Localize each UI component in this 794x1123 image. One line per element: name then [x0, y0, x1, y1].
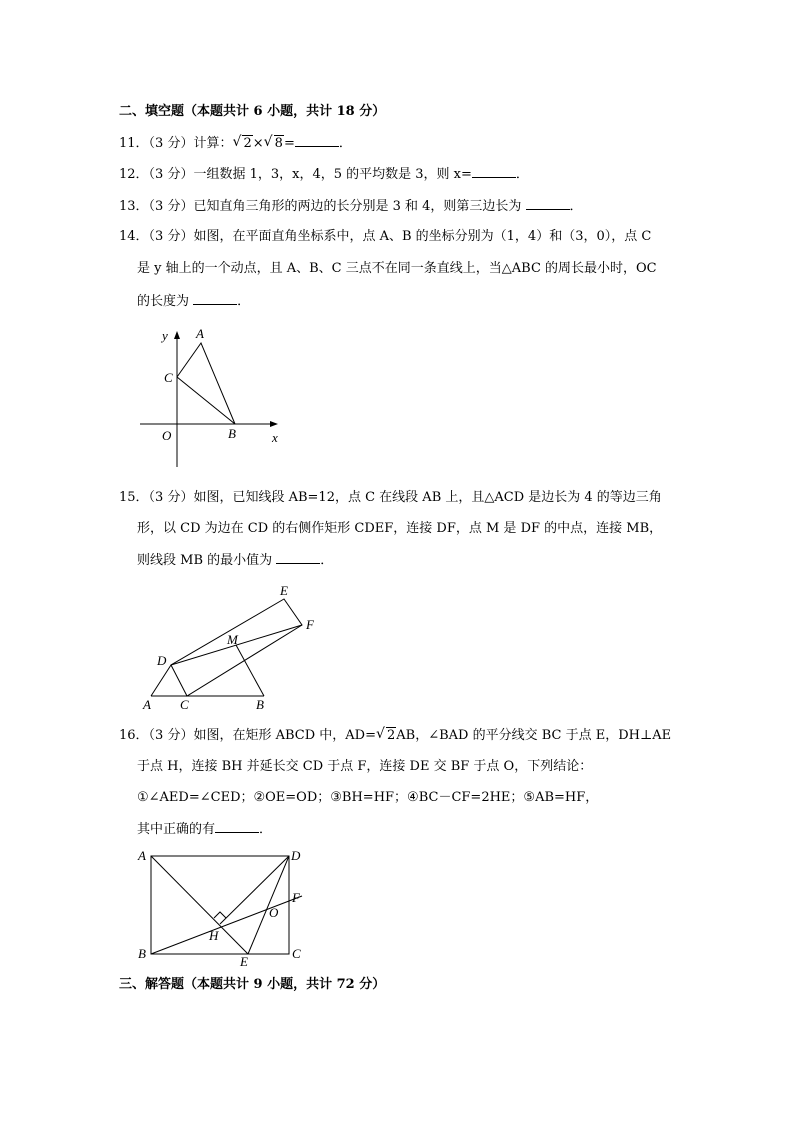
q13-number: 13． — [119, 199, 149, 214]
sqrt-8: √ 8 — [263, 134, 283, 151]
q15-number: 15． — [119, 490, 149, 505]
y-axis-arrow — [174, 331, 180, 339]
label-a: A — [143, 697, 151, 712]
label-h: H — [209, 928, 219, 943]
question-15-line-2: 形，以 CD 为边在 CD 的右侧作矩形 CDEF，连接 DF，点 M 是 DF 的中点，连接 MB， — [137, 521, 663, 536]
segment-ad — [151, 665, 171, 696]
label-f: F — [292, 890, 300, 905]
section-3-heading: 三、解答题（本题共计 9 小题，共计 72 分） — [119, 977, 386, 992]
label-x: x — [272, 430, 278, 445]
x-axis-arrow — [270, 421, 278, 427]
answer-blank — [215, 820, 259, 833]
segment-mb — [236, 645, 264, 696]
label-e: E — [280, 583, 288, 598]
q11-number: 11． — [119, 136, 149, 151]
answer-blank — [472, 165, 516, 178]
question-14-line-1 — [119, 228, 651, 246]
q15-rectangle-figure — [135, 578, 335, 713]
label-b: B — [256, 697, 264, 712]
triangle-abc — [177, 343, 235, 424]
bisector-ae — [151, 856, 248, 954]
label-b: B — [138, 946, 146, 961]
question-13: 13．（3 分）已知直角三角形的两边的长分别是 3 和 4，则第三边长为 ． — [119, 199, 583, 214]
label-a: A — [196, 326, 204, 341]
times-sign: × — [252, 136, 264, 151]
q16-text-1b: AB，∠BAD 的平分线交 BC 于点 E，DH⊥AE — [396, 728, 672, 743]
q14-text-1: 如图，在平面直角坐标系中，点 A、B 的坐标分别为（1，4）和（3，0），点 C — [193, 229, 652, 244]
label-f: F — [306, 617, 314, 632]
q11-score: （3 分） — [148, 136, 194, 151]
label-e: E — [240, 954, 248, 969]
question-16-line-1 — [119, 727, 671, 745]
label-d: D — [157, 653, 167, 668]
q13-text: 已知直角三角形的两边的长分别是 3 和 4，则第三边长为 — [193, 199, 522, 214]
answer-blank — [295, 134, 339, 147]
q14-number: 14． — [119, 229, 149, 244]
label-a: A — [138, 848, 146, 863]
question-16-line-2: 于点 H，连接 BH 并延长交 CD 于点 F，连接 DE 交 BF 于点 O，下列结论： — [137, 759, 593, 774]
q15-text-1: 如图，已知线段 AB=12，点 C 在线段 AB 上，且△ACD 是边长为 4 的等边三角 — [193, 490, 662, 505]
segment-bf — [151, 896, 302, 954]
label-d: D — [291, 848, 301, 863]
label-c: C — [164, 370, 173, 385]
rectangle-cdef — [171, 599, 302, 696]
question-15-line-1 — [119, 489, 662, 507]
q16-number: 16． — [119, 728, 149, 743]
section-2-heading: 二、填空题（本题共计 6 小题，共计 18 分） — [119, 104, 386, 119]
q12-score: （3 分） — [148, 167, 194, 182]
right-angle-mark — [214, 912, 226, 918]
question-14-line-2: 是 y 轴上的一个动点，且 A、B、C 三点不在同一条直线上，当△ABC 的周长最小时，OC — [137, 261, 657, 276]
q12-text: 一组数据 1，3，x，4，5 的平均数是 3，则 x= — [193, 167, 472, 182]
label-c: C — [292, 946, 301, 961]
q16-rectangle-figure — [130, 842, 315, 970]
question-16-line-4: 其中正确的有 ． — [137, 822, 273, 837]
label-y: y — [162, 328, 168, 343]
question-16-line-3: ①∠AED=∠CED；②OE=OD；③BH=HF；④BC－CF=2HE；⑤AB=HF， — [137, 790, 599, 805]
sqrt-2: √ 2 — [232, 134, 252, 151]
question-11: 11．（3 分）计算： √ 2× √ 8= ． — [119, 134, 352, 151]
sqrt-2: √ 2 — [375, 726, 396, 743]
q16-text-1a: 如图，在矩形 ABCD 中，AD= — [193, 728, 376, 743]
question-14-line-3: 的长度为 ． — [137, 294, 251, 309]
q15-score: （3 分） — [148, 490, 194, 505]
q14-score: （3 分） — [148, 229, 194, 244]
question-15-line-3: 则线段 MB 的最小值为 ． — [137, 553, 334, 568]
answer-blank — [193, 292, 237, 305]
q12-number: 12． — [119, 167, 149, 182]
label-m: M — [227, 632, 238, 647]
q11-text: 计算： — [193, 136, 233, 151]
answer-blank — [276, 551, 320, 564]
question-12: 12．（3 分）一组数据 1，3，x，4，5 的平均数是 3，则 x= ． — [119, 167, 529, 182]
label-o: O — [269, 905, 279, 920]
label-b: B — [228, 426, 236, 441]
label-o: O — [162, 428, 172, 443]
q14-coordinate-figure — [140, 322, 300, 472]
label-c: C — [180, 697, 189, 712]
q13-score: （3 分） — [148, 199, 194, 214]
answer-blank — [526, 197, 570, 210]
q16-score: （3 分） — [148, 728, 194, 743]
